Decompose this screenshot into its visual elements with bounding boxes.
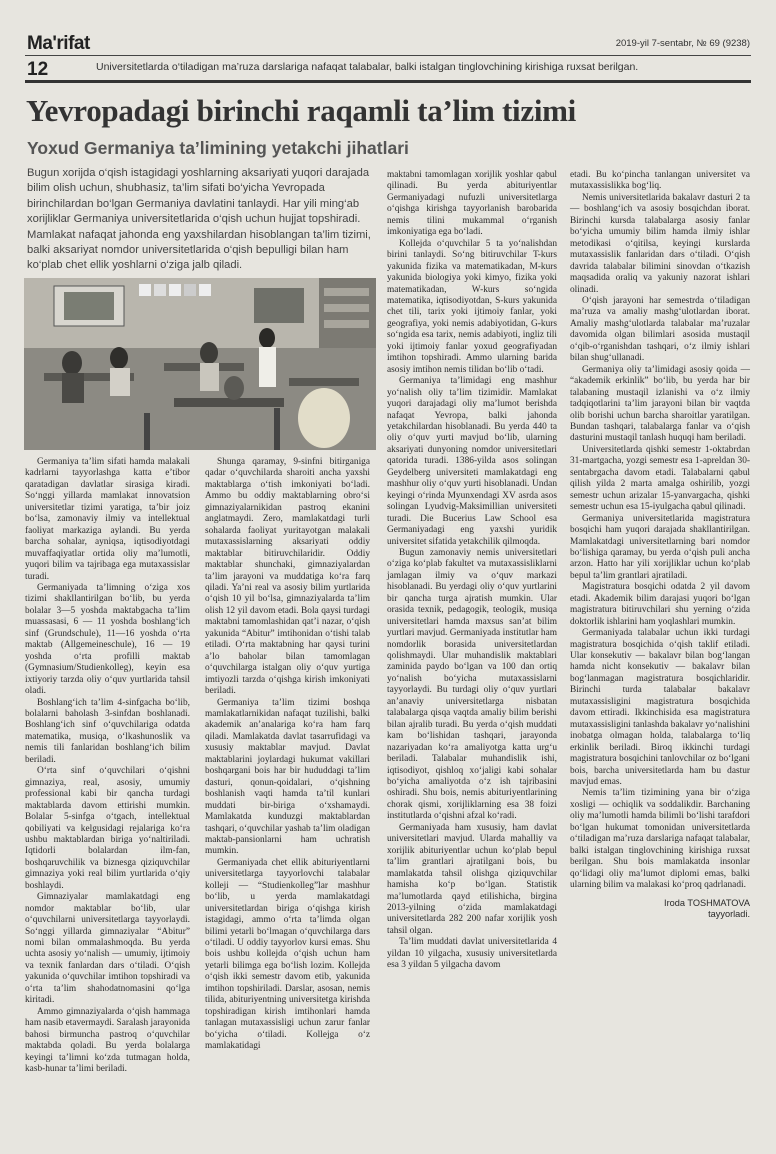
issue-date: 2019-yil 7-sentabr, № 69 (9238) <box>615 38 750 49</box>
article-column-1 <box>25 457 190 1075</box>
header-rule-thick <box>25 80 751 83</box>
author-signature <box>570 898 750 921</box>
paragraph: O‘rta sinf o‘quvchilari o‘qishni gimnaziya, real, asosiy, umumiy professional kabi bir qancha turdagi maktablarda davom ettirishi mumkin. Bolalar 5-sinfga o‘tgach, intellektual qobiliyati va kelgusidagi rejalariga ko‘ra ushbu maktablardan biriga yo‘naltiriladi. Iqtidorli bolalardan ilm-fan, boshqaruvchilik va biznesga qiziquvchilar gimnaziya yoki real bilim yurtlarida o‘qiy boshlaydi. <box>25 766 190 891</box>
paragraph: Germaniya oliy ta’limidagi asosiy qoida — “akademik erkinlik” bo‘lib, bu yerda har bir talabaning mustaqil izlanishi va o‘z ilmiy tadqiqotlarini ta’lim jarayoni bilan bir vaqtda olib borishi uchun barcha sharoitlar yaratilgan. Bundan tashqari, talabalarga fanlar va o‘qish dasturini mustaqil tanlash huquqi ham beriladi. <box>570 364 750 444</box>
paragraph: maktabni tamomlagan xorijlik yoshlar qabul qilinadi. Bu yerda abituriyentlar Germaniyadagi nufuzli universitetlarga o‘qishga kirishga tayyorlanish barobarida nemis tilini mukammal o‘rganish imkoniyatiga ega bo‘ladi. <box>387 170 557 238</box>
paragraph: etadi. Bu ko‘pincha tanlangan universitet va mutaxassislikka bog‘liq. <box>570 170 750 192</box>
subheadline: Yoxud Germaniya ta’limining yetakchi jihatlari <box>27 138 409 158</box>
page-tagline: Universitetlarda o‘tiladigan ma’ruza darslariga nafaqat talabalar, balki istalgan tinglovchining kirishiga ruxsat berilgan. <box>96 61 639 73</box>
paragraph: Germaniyada ta’limning o‘ziga xos tizimi shakllantirilgan bo‘lib, bu yerda bolalar 3—5 yoshda maktabgacha ta’lim muassasasi, 6 — 11 yoshda boshlang‘ich sinf (Grundschule), 11—16 yoshda o‘rta maktab (Allgemeineschule), 16 — 19 yoshda o‘rta profilli maktab (Gymnasium/Studienkolleg), keyin esa ixtiyoriy tarzda oliy o‘quv yurtlarida tahsil oladi. <box>25 582 190 697</box>
author-note: tayyorladi. <box>708 909 750 919</box>
paragraph: O‘qish jarayoni har semestrda o‘tiladigan ma’ruza va amaliy mashg‘ulotlardan iborat. Amaliy mashg‘ulotlarda talabalar ma’ruzalar davomida olgan bilimlari asosida mustaqil o‘qib-o‘rganishdan tashqari, o‘z ilmiy ishlari bilan shug‘ullanadi. <box>570 295 750 364</box>
paragraph: Germaniya ta’limidagi eng mashhur yo‘nalish oliy ta’lim tizimidir. Mamlakat yuqori darajadagi oliy ma’lumot berishda nafaqat Yevropa, balki jahonda yetakchilardan hisoblanadi. Bu yerda 440 ta oliy o‘quv yurti mavjud bo‘lib, ularning aksariyati dunyoning nomdor universitetlari qatorida turadi. 1386-yilda asos solingan Geydelberg universiteti mamlakatdagi eng mashhur oliy o‘quv yurti hisoblanadi. Undan keyingi o‘rinda Myunxendagi XV asrda asos solingan Lyudvig-Maksimillian universiteti turadi. Die Bucerius Law School esa Germaniyadagi eng yaxshi yuridik universitet sifatida yetakchilik qilmoqda. <box>387 376 557 547</box>
paragraph: Shunga qaramay, 9-sinfni bitirganiga qadar o‘quvchilarda sharoiti ancha yaxshi maktablarga o‘tish imkoniyati bo‘ladi. Ammo bu oddiy maktablarning obro‘si gimnaziyalarnikidan pastroq ekanini anglatmaydi. Zero, mamlakatdagi turli sohalarda faoliyat yuritayotgan malakali mutaxassislarning aksariyati oddiy maktablar bitiruvchilaridir. Oddiy maktablar shunchaki, gimnaziyalardan ta’lim jarayoni va muddatiga ko‘ra farq qiladi. Ya’ni real va asosiy bilim yurtlarida o‘qish 10 yil bo‘lsa, gimnaziyalarda ta’lim olish 12 yil davom etadi. Bola qaysi turdagi maktabni tamomlashidan qat’i nazar, o‘qish yakunida “Abitur” imtihonidan o‘tishi talab etiladi. O‘rta maktabning har qaysi turini a’lo baholar bilan tamomlagan o‘quvchilarga istalgan oliy o‘quv yurtiga imtiyozli tarzda o‘qishga kirish imkoniyati beriladi. <box>205 457 370 697</box>
masthead: Ma'rifat <box>27 33 90 54</box>
paragraph: Bugun zamonaviy nemis universitetlari o‘ziga ko‘plab fakultet va mutaxassisliklarni jamlagan ilmiy va o‘quv markazi hisoblanadi. Bu yerdagi oliy o‘quv yurtlarini bir qancha turga ajratish mumkin. Ular orasida texnik, pedagogik, teologik, musiqa universitetlari hamda maxsus san’at bilim yurtlari mavjud. Germaniyada institutlar ham nomdorlik borasida universitetlardan qolishmaydi. Ular muhandislik maktablari zaminida paydo bo‘lgan va 100 dan ortiq yo‘nalish bo‘yicha mutaxassislarni tayyorlaydi. Bu turdagi oliy o‘quv yurtlari an’anaviy universitetlarga nisbatan talabalarga qisqa vaqtda amaliy bilim berishi bilan ajralib turadi. Bu yerda o‘qish muddati kam bo‘lishidan tashqari, jarayonda nazariyadan ko‘ra amaliyotga katta urg‘u beriladi. Talabalar muhandislik ishi, iqtisodiyot, qishloq xo‘jaligi kabi sohalar bo‘yicha amaliyotda o‘z ish tajribasini oshiradi. Shu bois, nemis abituriyentlarining chorak qismi, xorijliklarning esa 38 foizi institutlarda o‘qishni afzal ko‘radi. <box>387 547 557 822</box>
paragraph: Germaniya ta’lim sifati hamda malakali kadrlarni tayyorlashga katta e’tibor qaratadigan davlatlar sirasiga kiradi. So‘nggi yillarda mamlakat innovatsion universitetlar tizimi yaratiga, ta’bir joiz bo‘lsa, zamonaviy ilmiy va intellektual faoliyat markaziga aylandi. Bu yerda barcha sohalar, ayniqsa, iqtisodiyotdagi muvaffaqiyatlar ortida oliy ma’lumotli, yuqori bilim va tajribaga ega mutaxassislar turadi. <box>25 457 190 582</box>
paragraph: Germaniya ta’lim tizimi boshqa mamlakatlarnikidan nafaqat tuzilishi, balki akademik an’analariga ko‘ra ham farq qiladi. Mamlakatda davlat tasarrufidagi va xususiy maktablar mavjud. Davlat maktablarini joylardagi hukumat vakillari boshqargani bois har bir hududdagi ta’lim dasturi, qonun-qoidalari, o‘qishning boshlanish vaqti hamda ta’til kunlari muddati bir-biriga o‘xshamaydi. Mamlakatda kunduzgi maktablardan tashqari, o‘quvchilar yashab ta’lim oladigan maktab-pansionlarni ham uchratish mumkin. <box>205 697 370 857</box>
paragraph: Germaniyada talabalar uchun ikki turdagi magistratura bosqichida o‘qish taklif etiladi. Ular konsekutiv — bakalavr bilan bog‘langan hamda nicht konsekutiv — bakalavr bilan bog‘lanmagan magistratura bosqichlaridir. Birinchi turda talabalar bakalavr mutaxassisligini magistratura bosqichida davom ettiradi. Ikkinchisida esa magistratura mutaxassisligini tanlashda bakalavr yo‘nalishini inobatga olmagan holda, talabalarga to‘liq erkinlik beriladi. Biroq ikkinchi turdagi magistratura bosqichini tanlovchilar oz bo‘lgani bois, barcha universitetlarda ham bu dastur mavjud emas. <box>570 628 750 788</box>
author-name: Iroda TOSHMATOVA <box>664 897 750 908</box>
lead-paragraph <box>27 166 372 274</box>
paragraph: Kollejda o‘quvchilar 5 ta yo‘nalishdan birini tanlaydi. So‘ng bitiruvchilar T-kurs yakunida fizika va matematikadan, M-kurs yakunida biologiya yoki kimyo, fizika yoki matematikadan, W-kurs so‘ngida matematika, iqtisodiyotdan, S-kurs yakunida chet tili, tarix yoki ijtimoiy fanlar, yoki geografiya, yoki nemis adabiyotidan, G-kurs so‘ngida esa tarix, nemis adabiyoti, ingliz tili yoki ijtimoiy fanlar yoxud geografiyadan imtihon topshiradi. Ammo ularning barida asosiy imtihon nemis tilidan bo‘lib o‘tadi. <box>387 238 557 375</box>
classroom-photo <box>24 278 376 450</box>
page-number: 12 <box>27 59 49 80</box>
paragraph: Germaniyada chet ellik abituriyentlarni universitetlarga tayyorlovchi talabalar kolleji — “Studienkolleg”lar mashhur bo‘lib, u yerda mamlakatdagi universitetlardan biriga o‘qishga kirish istagidagi, ammo o‘rta ta’limda olgan bilimi yetarli bo‘lmagan o‘quvchilarga dars o‘tiladi. U oddiy tayyorlov kursi emas. Shu bois ushbu kollejda o‘qish uchun ham yetarli bilimga ega bo‘lish lozim. Kollejda o‘qish ikki semestr davom etib, yakunida imtihon topshiriladi. Darslar, asosan, nemis tilida, abituriyentning universitetga kirishda topshiradigan kirish imtihonlari hamda tanlagan mutaxassisligi uchun zarur fanlar bo‘yicha o‘tiladi. Kollejga o‘z mamlakatidagi <box>205 857 370 1052</box>
paragraph: Gimnaziyalar mamlakatdagi eng nomdor maktablar bo‘lib, ular o‘quvchilarni universitetlarga tayyorlaydi. So‘nggi yillarda gimnaziyalar “Abitur” nomi bilan ommalashmoqda. Bu yerda uchta asosiy yo‘nalish — umumiy, ijtimoiy va texnik fanlardan dars o‘tiladi. O‘qish yakunida o‘quvchilar imtihon topshiradi va o‘rta ta’lim shahodatnomasini qo‘lga kiritadi. <box>25 892 190 1006</box>
paragraph: Nemis ta’lim tizimining yana bir o‘ziga xosligi — ochiqlik va soddalikdir. Barchaning oliy ma’lumotli hamda bilimli bo‘lishi tarafdori bo‘lgan hukumat tomonidan universitetlarda o‘tiladigan ma’ruza darslariga nafaqat talabalar, balki istalgan tinglovchining kirishiga ruxsat berilgan. Shu bois mamlakatda insonlar qo‘lidagi oliy ma’lumot diplomi emas, balki ularning bilim va malakasi ko‘proq qadrlanadi. <box>570 788 750 891</box>
paragraph: Nemis universitetlarida bakalavr dasturi 2 ta — boshlang‘ich va asosiy bosqichdan iborat. Birinchi kursda talabalarga asosiy fanlar bo‘yicha umumiy bilim hamda ilmiy ishlar metodikasi o‘qitilsa, keyingi kurslarda mutaxassislik fanlaridan dars o‘tiladi. O‘qish davrida talabalar bilimini sinovdan o‘tkazish maqsadida oraliq va yakuniy nazorat ishlari olinadi. <box>570 192 750 295</box>
header-rule <box>25 55 751 56</box>
paragraph: Universitetlarda qishki semestr 1-oktabrdan 31-martgacha, yozgi semestr esa 1-apreldan 30-sentabrgacha davom etadi. Talabalarni qabul qilish yilda 2 marta amalga oshirilib, yozgi semestr uchun arizalar 15-yanvargacha, qishki semestr uchun esa 15-iyulgacha qabul qilinadi. <box>570 444 750 513</box>
lead-text: Bugun xorijda o‘qish istagidagi yoshlarning aksariyati yuqori darajada bilim olish uchun, shubhasiz, ta’lim sifati bo‘yicha Yevropada birinchilardan bo‘lgan Germaniya davlatini tanlaydi. Har yili ming‘ab xorijliklar Germaniya universitetlarida o‘qish uchun hujjat topshiradi. Mamlakat nafaqat jahonda eng yaxshilardan hisoblangan ta’lim tizimi, balki aksariyat nomdor universitetlarida o‘qish bepulligi bilan ham ko‘plab chet ellik yoshlarni o‘ziga jalb qiladi. <box>27 167 371 272</box>
headline: Yevropadagi birinchi raqamli ta’lim tizimi <box>26 93 576 128</box>
classroom-photo-illustration <box>24 278 376 450</box>
paragraph: Ammo gimnaziyalarda o‘qish hammaga ham nasib etavermaydi. Saralash jarayonida bahosi birmuncha pastroq o‘quvchilar maktabda qoladi. Bu yerda bolalarga keyingi ta’limni ko‘zda tutmagan holda, kasb-hunar ta’limi beriladi. <box>25 1006 190 1075</box>
article-column-3 <box>387 170 557 972</box>
paragraph: Germaniyada ham xususiy, ham davlat universitetlari mavjud. Ularda mahalliy va xorijlik abituriyentlar uchun ko‘plab bepul ta’lim grantlari ajratilgani bois, bu mamlakatda tahsil olishga qiziquvchilar hamisha ko‘p bo‘lgan. Statistik ma’lumotlarda qayd etilishicha, birgina 2013-yilning o‘zida mamlakatdagi universitetlarda 282 200 nafar xorijlik yosh tahsil olgan. <box>387 822 557 936</box>
article-column-4 <box>570 170 750 920</box>
paragraph: Germaniya universitetlarida magistratura bosqichi ham yuqori darajada shakllantirilgan. Mamlakatdagi universitetlarning bari nomdor bo‘lishiga qaramay, bu yerda o‘qish puli ancha arzon. Hatto har yili xorijliklar uchun ko‘plab bepul ta’lim grantlari ajratiladi. <box>570 513 750 581</box>
paragraph: Ta’lim muddati davlat universitetlarida 4 yildan 10 yilgacha, xususiy universitetlarda esa 3 yildan 5 yilgacha davom <box>387 937 557 971</box>
paragraph: Boshlang‘ich ta’lim 4-sinfgacha bo‘lib, bolalarni baholash 3-sinfdan boshlanadi. Boshlang‘ich sinf o‘quvchilariga odatda matematika, musiqa, o‘lkashunoslik va nemis tili fanlaridan boshlang‘ich bilim beriladi. <box>25 697 190 765</box>
article-column-2 <box>205 457 370 1053</box>
paragraph: Magistratura bosqichi odatda 2 yil davom etadi. Akademik bilim darajasi yuqori bo‘lgan magistratura bitiruvchilari shu yerning o‘zida doktorlik ishlarini ham yoqlashlari mumkin. <box>570 582 750 627</box>
